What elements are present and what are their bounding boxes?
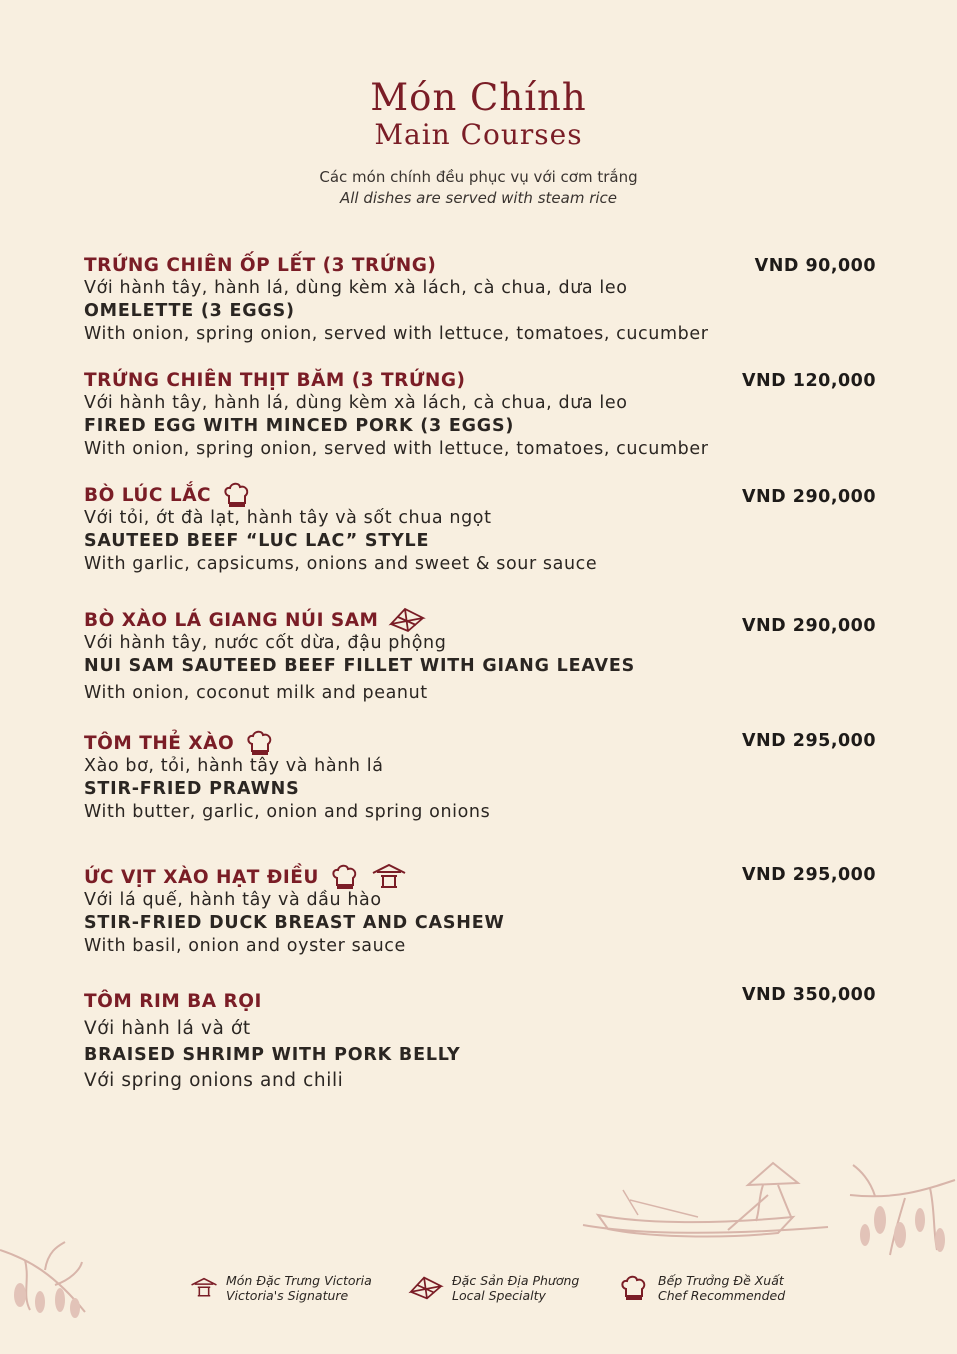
serving-note-vn: Các món chính đều phục vụ với cơm trắng [319, 168, 638, 186]
dish-description-vn: Với lá quế, hành tây và dầu hào [84, 890, 382, 910]
menu-item [84, 731, 884, 824]
dish-name-vn: TRỨNG CHIÊN THỊT BĂM (3 TRỨNG) [84, 369, 466, 391]
dish-description-vn: Với hành tây, nước cốt dừa, đậu phộng [84, 633, 447, 653]
page-title-vn: Món Chính [370, 76, 587, 119]
dish-price: VND 90,000 [754, 256, 876, 276]
legend-label-vn: Bếp Trưởng Đề Xuất [658, 1273, 784, 1288]
dish-description-en: With onion, spring onion, served with lettuce, tomatoes, cucumber [84, 439, 709, 459]
legend-label-en: Chef Recommended [658, 1288, 786, 1303]
pavilion-icon [371, 863, 407, 891]
dish-price: VND 295,000 [741, 865, 876, 885]
legend-item-signature [190, 1273, 372, 1303]
pepper-branch-illustration [845, 1160, 957, 1265]
legend-label-en: Victoria's Signature [226, 1288, 349, 1303]
dish-description-vn: Với tỏi, ớt đà lạt, hành tây và sốt chua ngọt [84, 508, 492, 528]
dish-name-vn: TÔM THẺ XÀO [84, 732, 235, 754]
boat-woman-illustration [578, 1155, 838, 1265]
menu-item [84, 483, 884, 576]
legend-item-local [408, 1273, 579, 1303]
menu-item [84, 865, 884, 958]
dish-price: VND 290,000 [741, 616, 876, 636]
dish-description-vn: Với hành tây, hành lá, dùng kèm xà lách, cà chua, dưa leo [84, 278, 628, 298]
dish-description-en: Với spring onions and chili [84, 1070, 344, 1091]
dish-name-en: FIRED EGG WITH MINCED PORK (3 EGGS) [84, 416, 515, 436]
dish-description-vn: Với hành tây, hành lá, dùng kèm xà lách, cà chua, dưa leo [84, 393, 628, 413]
serving-note-en: All dishes are served with steam rice [339, 189, 618, 207]
dish-name-en: BRAISED SHRIMP WITH PORK BELLY [84, 1045, 461, 1065]
legend-label-vn: Món Đặc Trưng Victoria [226, 1273, 372, 1288]
dish-description-vn: Xào bơ, tỏi, hành tây và hành lá [84, 756, 384, 776]
dish-name-vn: BÒ LÚC LẮC [84, 484, 212, 506]
dish-name-vn: ỨC VỊT XÀO HẠT ĐIỀU [84, 866, 319, 888]
dish-price: VND 120,000 [741, 371, 876, 391]
dish-price: VND 295,000 [741, 731, 876, 751]
dish-name-en: STIR-FRIED PRAWNS [84, 779, 300, 799]
dish-name-en: SAUTEED BEEF “LUC LAC” STYLE [84, 531, 430, 551]
legend-item-chef [618, 1273, 785, 1303]
dish-price: VND 290,000 [741, 487, 876, 507]
pavilion-icon [190, 1275, 218, 1301]
chef-hat-icon [244, 729, 276, 757]
chef-hat-icon [618, 1273, 650, 1303]
dish-name-vn: BÒ XÀO LÁ GIANG NÚI SAM [84, 609, 379, 631]
dish-description-en: With basil, onion and oyster sauce [84, 936, 406, 956]
dish-name-en: STIR-FRIED DUCK BREAST AND CASHEW [84, 913, 505, 933]
menu-item [84, 368, 884, 461]
dish-price: VND 350,000 [741, 985, 876, 1005]
menu-item [84, 985, 884, 1092]
conical-hat-icon [408, 1274, 444, 1302]
dish-description-en: With butter, garlic, onion and spring onions [84, 802, 491, 822]
legend-label-en: Local Specialty [452, 1288, 546, 1303]
page-title-en: Main Courses [374, 118, 583, 151]
conical-hat-icon [388, 606, 426, 634]
dish-description-en: With garlic, capsicums, onions and sweet & sour sauce [84, 554, 598, 574]
menu-item [84, 608, 884, 705]
dish-name-en: NUI SAM SAUTEED BEEF FILLET WITH GIANG LEAVES [84, 656, 636, 676]
chef-hat-icon [221, 481, 253, 509]
legend-label-vn: Đặc Sản Địa Phương [452, 1273, 580, 1288]
dish-description-en: With onion, spring onion, served with lettuce, tomatoes, cucumber [84, 324, 709, 344]
dish-description-en: With onion, coconut milk and peanut [84, 683, 428, 703]
chef-hat-icon [329, 863, 361, 891]
dish-name-en: OMELETTE (3 EGGS) [84, 301, 295, 321]
pepper-plant-illustration [0, 1240, 95, 1320]
dish-description-vn: Với hành lá và ớt [84, 1018, 251, 1039]
menu-item [84, 253, 884, 346]
dish-name-vn: TRỨNG CHIÊN ỐP LẾT (3 TRỨNG) [84, 254, 437, 276]
dish-name-vn: TÔM RIM BA RỌI [84, 990, 262, 1012]
